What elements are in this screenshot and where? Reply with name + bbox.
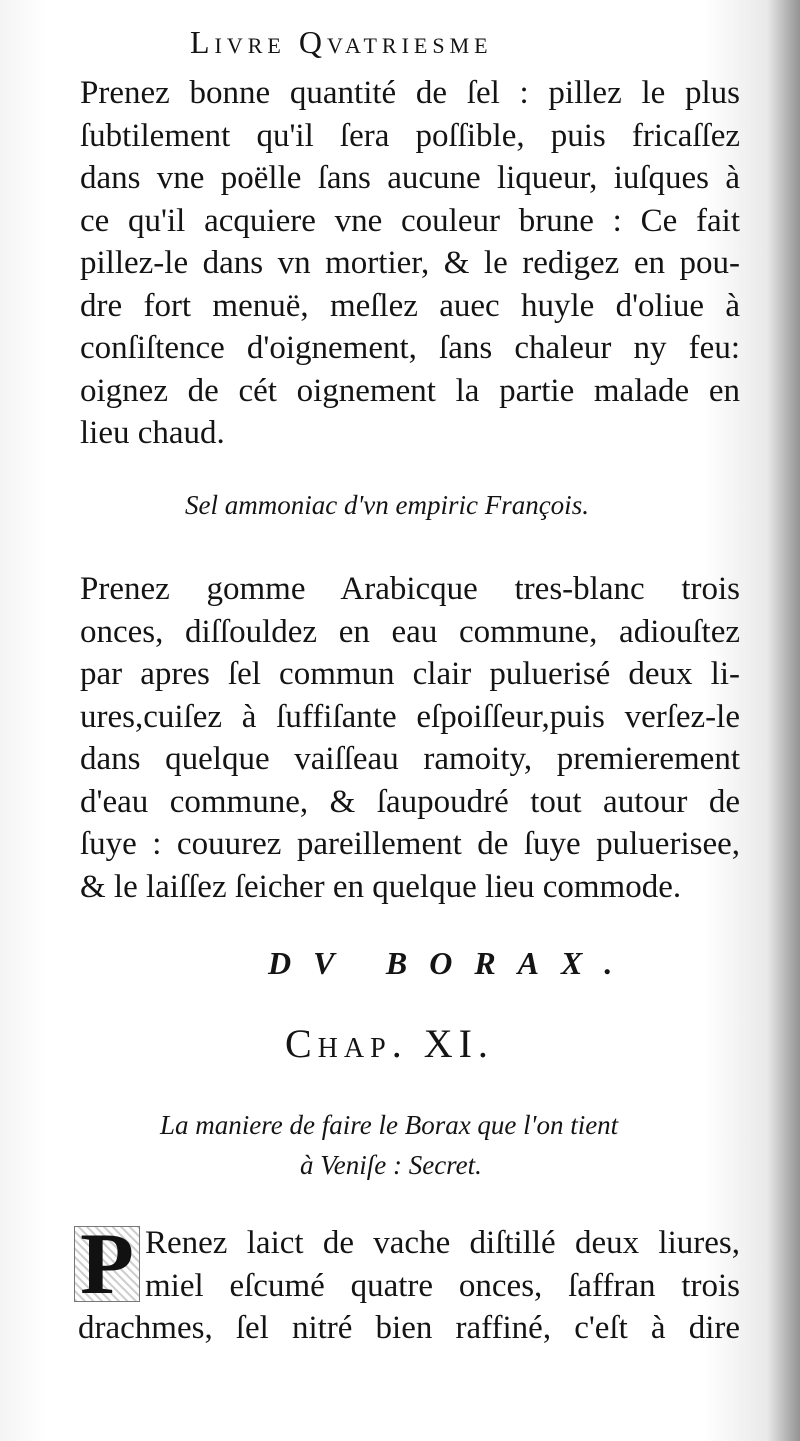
text-line: Prenez gomme Arabicque tres-blanc trois	[80, 571, 740, 607]
text-line: pillez-le dans vn mortier, & le redigez en pou-	[80, 245, 740, 281]
recipe-title-line-1: La maniere de faire le Borax que l'on tient	[160, 1110, 619, 1140]
running-head: Livre Qvatriesme	[190, 24, 493, 60]
text-line: onces, diſſouldez en eau commune, adiouſtez	[80, 613, 740, 650]
text-line: ures,cuiſez à ſuffiſante eſpoiſſeur,puis verſez-le	[80, 698, 740, 735]
text-line: drachmes, ſel nitré bien raffiné, c'eſt à dire	[78, 1310, 740, 1346]
chapter-title: Chap. XI.	[285, 1021, 494, 1066]
page-edge-shadow	[766, 0, 800, 1441]
paragraph-borax-recipe	[78, 1222, 740, 1350]
text-line: lieu chaud.	[80, 415, 225, 451]
section-title-borax: DV BORAX.	[268, 945, 635, 981]
text-line: par apres ſel commun clair puluerisé deux li-	[80, 656, 740, 692]
text-line: conſiſtence d'oignement, ſans chaleur ny feu:	[80, 330, 740, 366]
text-line: d'eau commune, & ſaupoudré tout autour de	[80, 783, 740, 820]
recipe-title-line-2: à Veniſe : Secret.	[300, 1150, 482, 1180]
text-line: dans vne poëlle ſans aucune liqueur, iuſques à	[80, 160, 740, 196]
text-line: ſubtilement qu'il ſera poſſible, puis fricaſſez	[80, 117, 740, 154]
text-line: dans quelque vaiſſeau ramoity, premierement	[80, 741, 740, 777]
text-line: Prenez bonne quantité de ſel : pillez le plus	[80, 75, 740, 111]
text-line: & le laiſſez ſeicher en quelque lieu commode.	[80, 868, 682, 905]
text-line: oignez de cét oignement la partie malade en	[80, 372, 740, 409]
paragraph-ammoniac-recipe	[80, 568, 740, 908]
text-line: miel eſcumé quatre onces, ſaffran trois	[145, 1267, 740, 1304]
subtitle-sel-ammoniac: Sel ammoniac d'vn empiric François.	[185, 490, 589, 520]
text-line: ſuye : couurez pareillement de ſuye puluerisee,	[80, 826, 740, 862]
ornamental-drop-cap: P	[74, 1226, 140, 1302]
paragraph-sel-recipe	[80, 72, 740, 455]
text-line: ce qu'il acquiere vne couleur brune : Ce fait	[80, 202, 740, 239]
text-line: dre fort menuë, meſlez auec huyle d'oliue à	[80, 287, 740, 324]
text-line: Renez laict de vache diſtillé deux liures,	[145, 1225, 740, 1261]
